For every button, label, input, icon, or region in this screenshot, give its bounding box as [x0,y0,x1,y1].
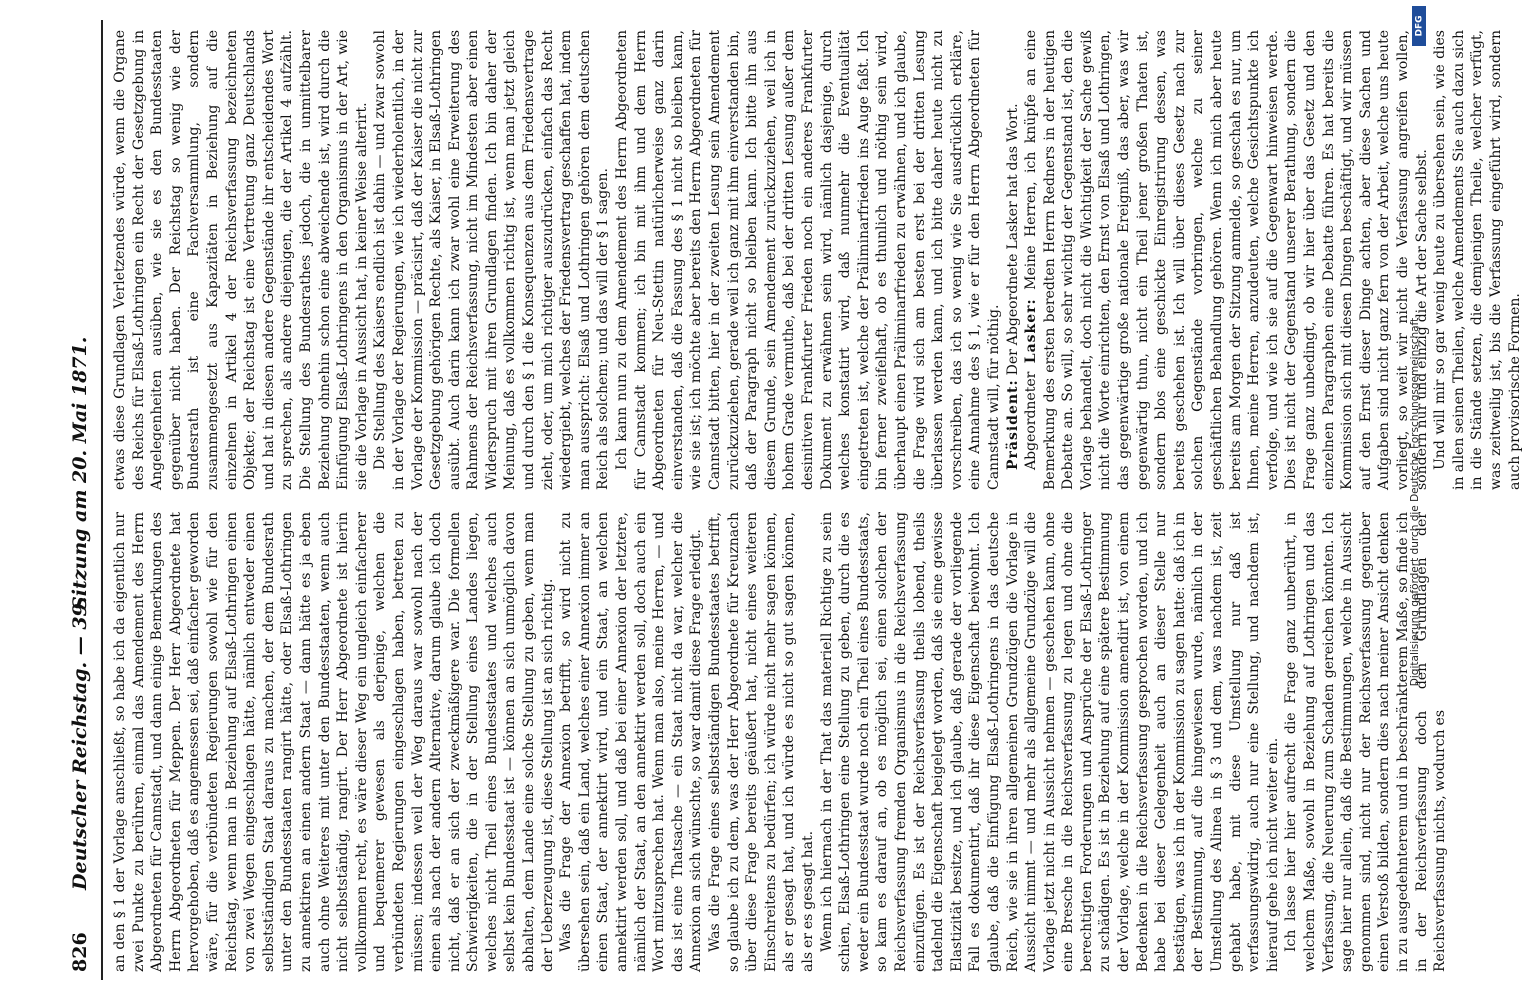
paragraph: Die Stellung des Kaisers endlich ist dahin — und zwar sowohl in der Vorlage der Regierungen, wie ich wiederholentlich, in der Vorlage der Kommission — präcisirt, daß der Kaiser die nicht zur Gesetzgebung gehörigen Rechte, als Kaiser, in Elsaß-Lothringen ausübt. Auch darin kann ich zwar wohl eine Erweiterung des Rahmens der Reichsverfassung, nicht im Mindesten aber einen Widerspruch mit ihren Grundlagen finden. Ich bin daher der Meinung, daß es vollkommen richtig ist, wenn man jetzt gleich und durch den § 1 die Konsequenzen aus dem Friedensvertrage zieht, oder, um mich richtiger auszudrücken, einfach das Recht wiedergiebt, welches der Friedensvertrag geschaffen hat, indem man ausspricht: Elsaß und Lothringen gehören dem deutschen Reich als solchem; und das will der § 1 sagen. [372,30,612,490]
digitization-credit [1402,8,1428,996]
dfg-logo-text: DFG [1414,15,1425,37]
paragraph: Was die Frage der Annexion betrifft, so wird nicht zu übersehen sein, daß ein Land, welches einer Annexion immer an einen Staat, der annektirt wird, und ein Staat, an welchen annektirt werden soll, und daß bei einer Annexion der letztere, nämlich der Staat, an den annektirt werden soll, doch auch ein Wort mitzusprechen hat. Wenn man also, meine Herren, — und das ist eine Thatsache — ein Staat nicht da war, welcher die Annexion an sich wünschte, so war damit diese Frage erledigt. [558,512,705,972]
speech-text: Meine Herren, ich knüpfe an eine Bemerkung des ersten beredten Herrn Redners in der heutigen Debatte an. So will, so sehr wichtig der Gegenstand ist, den die Vorlage behandelt, doch nicht die Wichtigkeit der Sache gewiß nicht die Worte einrichten, den Ernst von Elsaß und Lothringen, das gegenwärtige große nationale Ereigniß, das aber, was wir gegenwärtig thun, nicht ein Theil jener großen Thaten ist, sondern blos eine geschickte Einregistrirung dessen, was bereits geschehen ist. Ich will über dieses Gesetz nach zur solchen Gegenstände vorbringen, welche zu seiner geschäftlichen Behandlung gehören. Wenn ich mich aber heute bereits am Morgen der Sitzung anmelde, so geschah es nur, um Ihnen, meine Herren, anzudeuten, welche Gesichtspunkte ich verfolge, und wie ich sie auf die Gegenwart hinweisen werde. Dies ist nicht der Gegenstand unserer Berathung, sondern die Frage ganz unbedingt, ob wir hier über das Gesetz und den einzelnen Paragraphen eine Debatte führen. Es hat bereits die Kommission sich mit diesen Dingen beschäftigt, und wir müssen auf den Ernst dieser Dinge achten, aber diese Sachen und Aufgaben sind nicht ganz fern von der Arbeit, welche uns heute vorliegt, so weit wir nicht die Verfassung angreifen wollen, sondern nur und einzig die Art der Sache selbst. [1023,29,1430,490]
page-number: 826 [69,932,91,972]
paragraph: Was die Frage eines selbstständigen Bundesstaates betrifft, so glaube ich zu dem, was der Herr Abgeordnete für Kreuznach über diese Frage bereits geäußert hat, nicht eines weiteren Einschreitens zu bedürfen; ich würde nicht mehr sagen können, als er gesagt hat, und ich würde es nicht so gut sagen können, als er es gesagt hat. [707,512,816,972]
paragraph: an den § 1 der Vorlage anschließt, so habe ich da eigentlich nur zwei Punkte zu berühren, einmal das Amendement des Herrn Abgeordneten für Cannstadt, und dann einige Bemerkungen des Herrn Abgeordneten für Meppen. Der Herr Abgeordnete hat hervorgehoben, daß es angemessen sei, daß einfacher geworden wäre, für die verbündeten Regierungen sowohl wie für den Reichstag, wenn man in Beziehung auf Elsaß-Lothringen einen von zwei Wegen eingeschlagen hätte, nämlich entweder einen selbstständigen Staat daraus zu machen, der dem Bundesrath unter den Bundesstaaten rangirt hätte, oder Elsaß-Lothringen zu annektiren an einen andern Staat — dann hätte es ja eben auch ohne Weiteres mit unter den Bundesstaaten, wenn auch nicht selbstständig, rangirt. Der Herr Abgeordnete ist hierin vollkommen recht, es wäre dieser Weg ein ungleich einfacherer und bequemerer gewesen als derjenige, welchen die verbündeten Regierungen eingeschlagen haben, betreten zu müssen; indessen weil der Weg daraus war sowohl nach der einen als nach der andern Alternative, darum glaube ich doch nicht, daß er an sich der zweckmäßigere war. Die formellen Schwierigkeiten, die in der Stellung eines Landes liegen, welches nicht Theil eines Bundesstaates und welches auch selbst kein Bundesstaat ist — können an sich unmöglich davon abhalten, dem Lande eine solche Stellung zu geben, wenn man der Ueberzeugung ist, diese Stellung ist an sich richtig. [112,512,556,972]
page-header [61,20,103,980]
speaker-name: Präsident: [1004,379,1021,470]
speech-paragraph [1022,30,1431,490]
dfg-logo [1412,6,1426,46]
speaker-title: Abgeordneter [1023,371,1040,470]
session-title: Sitzung am 20. Mai 1871. [69,336,91,610]
paragraph: Wenn ich hiernach in der That das materiell Richtige zu sein schien, Elsaß-Lothringen eine Stellung zu geben, durch die es weder ein Bundesstaat wurde noch ein Theil eines Bundesstaats, so kam es darauf an, ob es möglich sei, einen solchen der Reichsverfassung fremden Organismus in die Reichsverfassung einzufügen. Es ist der Reichsverfassung theils lobend, theils tadelnd die Eigenschaft beigelegt worden, daß sie eine gewisse Elastizität besitze, und ich glaube, daß gerade der vorliegende Fall es dokumentirt, daß ihr diese Eigenschaft beiwohnt. Ich glaube, daß die Einfügung Elsaß-Lothringens in das deutsche Reich, wie sie in ihren allgemeinen Grundzügen die Vorlage in Aussicht nimmt — und mehr als allgemeine Grundzüge will die Vorlage jetzt nicht in Aussicht nehmen — geschehen kann, ohne eine Bresche in die Reichsverfassung zu legen und ohne die berechtigten Forderungen und Ansprüche der Elsaß-Lothringer zu schädigen. Es ist in Beziehung auf eine spätere Bestimmung der Vorlage, welche in der Kommission amendirt ist, von einem Bedenken in die Reichsverfassung gesprochen worden, und ich habe bei dieser Gelegenheit auch an dieser Stelle nur bestätigen, was ich in der Kommission zu sagen hatte: daß ich in der Bestimmung, auf die hingewiesen wurde, nämlich in der Umstellung des Alinea in § 3 und dem, was nachdem ist, zeit gehabt habe, mit diese Umstellung nur daß ist verfassungswidrig, auch nur eine Stellung, und nachdem ist, hierauf gehe ich nicht weiter ein. [818,512,1281,972]
president-line [1004,30,1023,490]
speech-text: Der Abgeordnete Lasker hat das Wort. [1004,103,1021,376]
credit-text: Digitalisierung gefördert durch die Deutsche Forschungsgemeinschaft [1409,317,1421,687]
publication-title: Deutscher Reichstag. — 39. [69,596,91,890]
right-column [111,29,1523,490]
paragraph: etwas diese Grundlagen Verletzendes würde, wenn die Organe des Reichs für Elsaß-Lothringen ein Recht der Gesetzgebung in Angelegenheiten ausüben, wie sie es den Bundesstaaten gegenüber nicht haben. Der Reichstag so wenig wie der Bundesrath ist eine Fachversammlung, sondern zusammengesetzt aus Kapazitäten in Beziehung auf die einzelnen in Artikel 4 der Reichsverfassung bezeichneten Objekte; der Reichstag ist eine Vertretung ganz Deutschlands und hat in diesen andere Gegenstände ihr entscheidendes Wort zu sprechen, als andere diejenigen, die der Artikel 4 aufzählt. Die Stellung des Bundesrathes jedoch, die in unmittelbarer Beziehung ohnehin schon eine abweichende ist, wird durch die Einfügung Elsaß-Lothringens in den Organismus in der Art, wie sie die Vorlage in Aussicht hat, in keiner Weise alterirt. [112,30,370,490]
paragraph: Ich lasse hier hier aufrecht die Frage ganz unberührt, in welchem Maße, sowohl in Beziehung auf Lothringen und das Verfassung, die Neuerung zum Schaden gereichen könnten. Ich sage hier nur allein, daß die Bestimmungen, welche in Aussicht genommen sind, nicht nur der Reichsverfassung gegenüber einen Verstoß bilden, sondern dies nach meiner Ansicht denken in zu ausgedehnterem und in beschränkterem Maße, so finde ich in der Reichsverfassung doch den Grundlagen der Reichsverfassung nichts, wodurch es [1283,512,1449,972]
left-column [111,512,1449,972]
speaker-name: Lasker: [1023,298,1040,364]
speech-paragraph: Und will mir so gar wenig heute zu übersehen sein, wie dies in allen seinen Theilen, welche Amendements Sie auch dazu sich in die Stände setzen, die demjenigen Theile, welcher verfügt, was zeitweilig ist, bis die Verfassung eingeführt wird, sondern auch provisorische Formen. [1432,30,1523,490]
paragraph: Ich kann nun zu dem Amendement des Herrn Abgeordneten für Cannstadt kommen; ich bin mit ihm und dem Herrn Abgeordneten für Neu-Stettin natürlicherweise ganz darin einverstanden, daß die Fassung des § 1 nicht so bleiben kann, wie sie ist; ich möchte aber bereits den Herrn Abgeordneten für Cannstadt bitten, hier in der zweiten Lesung sein Amendement zurückzuziehen, gerade weil ich ganz mit ihm einverstanden bin, daß der Paragraph nicht so bleiben kann. Ich bitte ihn aus diesem Grunde, sein Amendement zurückzuziehen, weil ich in hohem Grade vermuthe, daß bei der dritten Lesung außer dem desinitiven Frankfurter Frieden noch ein anderes Frankfurter Dokument zu erwähnen sein wird, nämlich dasjenige, durch welches konstatirt wird, daß nunmehr die Eventualität eingetreten ist, welche der Präliminarfrieden ins Auge faßt. Ich bin ferner zweifelhaft, ob es thunlich und nöthig sein wird, überhaupt einen Präliminarfrieden zu erwähnen, und ich glaube, die Frage wird sich am besten erst bei der dritten Lesung überlassen werden kann, und ich bitte daher heute nicht zu vorschreiben, das ich so wenig wie Sie ausdrücklich erkläre, eine Annahme des § 1, wie er für den Herrn Abgeordneten für Cannstadt will, für nöthig. [614,30,1002,490]
